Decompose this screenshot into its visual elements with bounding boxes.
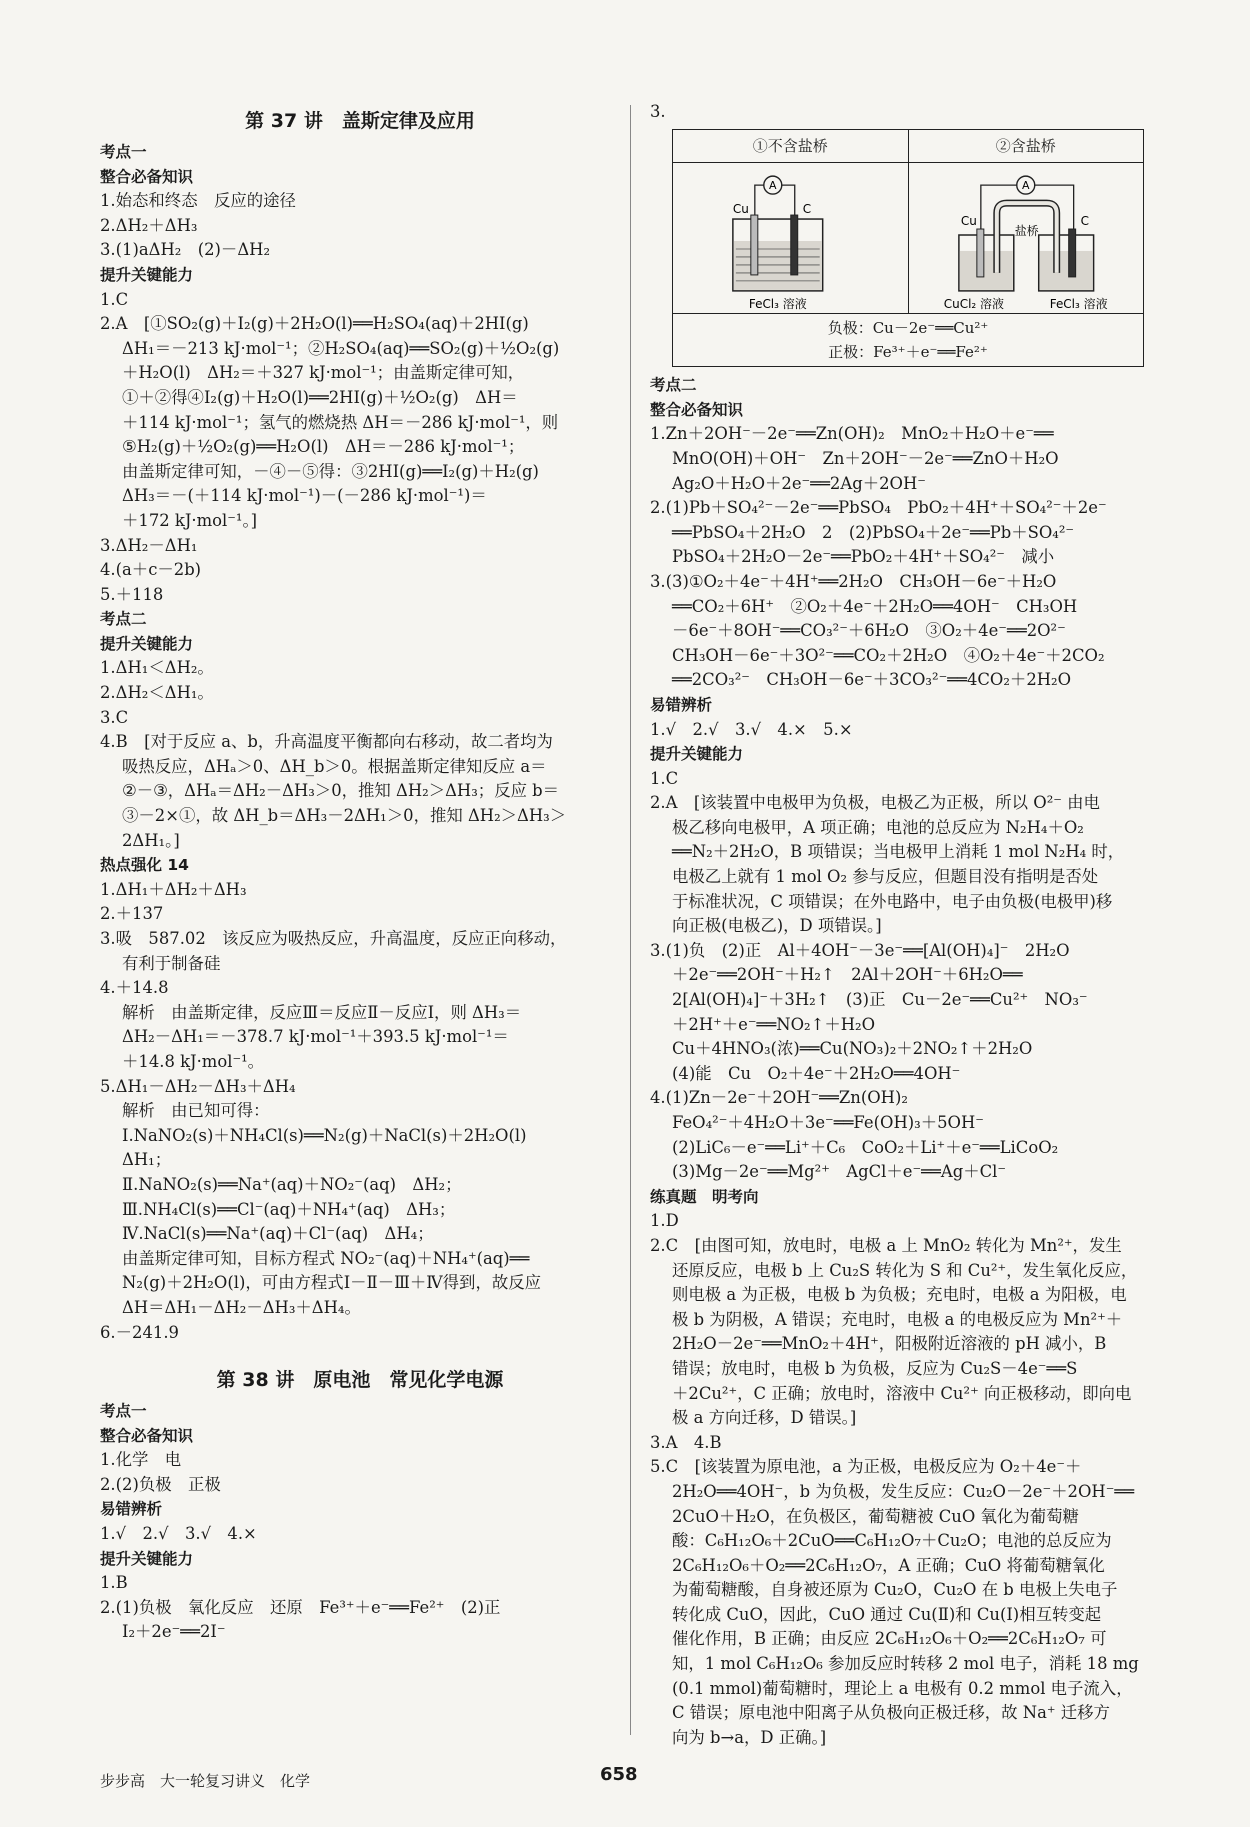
section-heading: 提升关键能力 <box>100 1549 194 1568</box>
answer-continuation: 由盖斯定律可知，－④－⑤得：③2HI(g)══I₂(g)＋H₂(g) <box>122 461 539 481</box>
ammeter-label-1: A <box>769 179 777 193</box>
figure-number: 3. <box>650 102 666 121</box>
answer-continuation: ②－③，ΔHₐ＝ΔH₂－ΔH₃＞0，推知 ΔH₂＞ΔH₃；反应 b＝ <box>122 781 560 801</box>
ammeter-label-2: A <box>1021 179 1030 193</box>
answer-continuation: ══CO₂＋6H⁺ ②O₂＋4e⁻＋2H₂O══4OH⁻ CH₃OH <box>672 596 1078 616</box>
answer-continuation: Ⅲ.NH₄Cl(s)══Cl⁻(aq)＋NH₄⁺(aq) ΔH₃； <box>122 1199 456 1219</box>
answer-line: 1.始态和终态 反应的途径 <box>100 191 296 211</box>
answer-line: 3.(1)aΔH₂ (2)－ΔH₂ <box>100 240 271 260</box>
answer-line: 1.Zn＋2OH⁻－2e⁻══Zn(OH)₂ MnO₂＋H₂O＋e⁻══ <box>650 424 1054 444</box>
answer-line: 2.A [①SO₂(g)＋I₂(g)＋2H₂O(l)══H₂SO₄(aq)＋2HI(g) <box>100 314 529 334</box>
answer-continuation: ΔH₁＝－213 kJ·mol⁻¹；②H₂SO₄(aq)══SO₂(g)＋½O₂(g) <box>122 338 560 358</box>
answer-continuation: 错误；放电时，电极 b 为负极，反应为 Cu₂S－4e⁻══S <box>672 1358 1078 1378</box>
positive-electrode-equation: 正极：Fe³⁺＋e⁻══Fe²⁺ <box>828 343 988 362</box>
answer-line: 2.＋137 <box>100 904 164 924</box>
answer-continuation: 2CuO＋H₂O，在负极区，葡萄糖被 CuO 氧化为葡萄糖 <box>672 1506 1079 1526</box>
answer-continuation: 2H₂O══4OH⁻，b 为负极，发生反应：Cu₂O－2e⁻＋2OH⁻══ <box>672 1481 1135 1501</box>
answer-continuation: Ⅱ.NaNO₂(s)══Na⁺(aq)＋NO₂⁻(aq) ΔH₂； <box>122 1174 462 1194</box>
answer-continuation: 则电极 a 为正极，电极 b 为负极；充电时，电极 a 为阳极，电 <box>672 1285 1127 1305</box>
page-number: 658 <box>600 1764 638 1785</box>
answer-continuation: ①＋②得④I₂(g)＋H₂O(l)══2HI(g)＋½O₂(g) ΔH＝ <box>122 387 518 407</box>
section-heading: 考点一 <box>100 143 147 161</box>
answer-continuation: CH₃OH－6e⁻＋3O²⁻══CO₂＋2H₂O ④O₂＋4e⁻＋2CO₂ <box>672 645 1105 665</box>
section-heading: 提升关键能力 <box>650 745 744 764</box>
answer-continuation: 2C₆H₁₂O₆＋O₂══2C₆H₁₂O₇，A 正确；CuO 将葡萄糖氧化 <box>672 1555 1105 1575</box>
answer-continuation: ══PbSO₄＋2H₂O 2 (2)PbSO₄＋2e⁻══Pb＋SO₄²⁻ <box>672 522 1075 542</box>
answer-continuation: ＋2Cu²⁺，C 正确；放电时，溶液中 Cu²⁺ 向正极移动，即向电 <box>672 1383 1132 1403</box>
answer-continuation: ＋2H⁺＋e⁻══NO₂↑＋H₂O <box>672 1014 876 1034</box>
answer-continuation: (0.1 mmol)葡萄糖时，理论上 a 电极有 0.2 mmol 电子流入， <box>672 1678 1133 1698</box>
answer-line: 2.(1)Pb＋SO₄²⁻－2e⁻══PbSO₄ PbO₂＋4H⁺＋SO₄²⁻＋2e⁻ <box>650 498 1107 518</box>
section-heading: 练真题 明考向 <box>650 1187 759 1206</box>
answer-line: 5.＋118 <box>100 584 164 604</box>
section-heading: 易错辨析 <box>650 695 713 714</box>
section-heading: 易错辨析 <box>100 1500 163 1519</box>
section-heading: 整合必备知识 <box>650 400 744 419</box>
left-column <box>100 100 620 1645</box>
solution-label-1: FeCl₃ 溶液 <box>748 297 807 312</box>
solution-label-2b: FeCl₃ 溶液 <box>1049 297 1108 312</box>
lecture-title: 第 38 讲 原电池 常见化学电源 <box>216 1369 504 1392</box>
answer-continuation: 转化成 CuO，因此，CuO 通过 Cu(Ⅱ)和 Cu(Ⅰ)相互转变起 <box>672 1604 1102 1624</box>
answer-continuation: MnO(OH)＋OH⁻ Zn＋2OH⁻－2e⁻══ZnO＋H₂O <box>672 448 1059 468</box>
section-heading: 考点一 <box>100 1402 147 1421</box>
answer-continuation: ΔH₃＝－(＋114 kJ·mol⁻¹)－(－286 kJ·mol⁻¹)＝ <box>122 486 487 506</box>
answer-continuation: 2ΔH₁。] <box>122 830 180 850</box>
answer-continuation: ＋172 kJ·mol⁻¹。] <box>122 510 258 530</box>
answer-line: 5.C [该装置为原电池，a 为正极，电极反应为 O₂＋4e⁻＋ <box>650 1457 1082 1477</box>
answer-line: 4.(1)Zn－2e⁻＋2OH⁻══Zn(OH)₂ <box>650 1088 908 1108</box>
answer-line: 1.化学 电 <box>100 1450 182 1470</box>
answer-line: 3.ΔH₂－ΔH₁ <box>100 535 198 555</box>
answer-continuation: ΔH＝ΔH₁－ΔH₂－ΔH₃＋ΔH₄。 <box>122 1297 361 1317</box>
answer-continuation: 催化作用，B 正确；由反应 2C₆H₁₂O₆＋O₂══2C₆H₁₂O₇ 可 <box>672 1629 1107 1649</box>
column-divider <box>630 105 631 1735</box>
answer-continuation: ⑤H₂(g)＋½O₂(g)══H₂O(l) ΔH＝－286 kJ·mol⁻¹； <box>122 437 525 457</box>
cell-without-salt-bridge-diagram <box>673 163 908 313</box>
negative-electrode-equation: 负极：Cu－2e⁻══Cu²⁺ <box>827 319 989 338</box>
answer-line: 1.ΔH₁＜ΔH₂。 <box>100 658 214 678</box>
answer-line: 4.＋14.8 <box>100 978 169 998</box>
spacer <box>100 1345 620 1359</box>
answer-line: 4.B [对于反应 a、b，升高温度平衡都向右移动，故二者均为 <box>100 732 553 752</box>
section-heading: 整合必备知识 <box>100 167 194 186</box>
answer-continuation: 极乙移向电极甲，A 项正确；电池的总反应为 N₂H₄＋O₂ <box>672 817 1084 837</box>
answer-continuation: (4)能 Cu O₂＋4e⁻＋2H₂O══4OH⁻ <box>672 1063 961 1083</box>
cu-label-2: Cu <box>960 214 977 229</box>
answer-continuation: Ⅳ.NaCl(s)══Na⁺(aq)＋Cl⁻(aq) ΔH₄； <box>122 1224 434 1244</box>
answer-continuation: 于标准状况，C 项错误；在外电路中，电子由负极(电极甲)移 <box>672 891 1113 911</box>
answer-line: 1.C <box>100 289 129 309</box>
answer-line: 6.－241.9 <box>100 1322 179 1342</box>
answer-continuation: Ⅰ.NaNO₂(s)＋NH₄Cl(s)══N₂(g)＋NaCl(s)＋2H₂O(l) <box>122 1125 527 1145</box>
galvanic-cell-figure <box>672 129 1144 368</box>
answer-continuation: 极 a 方向迁移，D 错误。] <box>672 1408 857 1428</box>
answer-continuation: ＋H₂O(l) ΔH₂＝＋327 kJ·mol⁻¹；由盖斯定律可知， <box>122 363 525 383</box>
answer-line: 1.ΔH₁＋ΔH₂＋ΔH₃ <box>100 879 247 899</box>
section-heading: 考点二 <box>100 610 147 629</box>
answer-continuation: 知，1 mol C₆H₁₂O₆ 参加反应时转移 2 mol 电子，消耗 18 mg <box>672 1654 1139 1674</box>
answer-line: 2.C [由图可知，放电时，电极 a 上 MnO₂ 转化为 Mn²⁺，发生 <box>650 1235 1122 1255</box>
figure-col1-title: ①不含盐桥 <box>752 136 828 155</box>
section-heading: 提升关键能力 <box>100 634 194 653</box>
answer-continuation: (3)Mg－2e⁻══Mg²⁺ AgCl＋e⁻══Ag＋Cl⁻ <box>672 1162 1007 1182</box>
answer-line: 1.C <box>650 768 679 788</box>
answer-continuation: 解析 由盖斯定律，反应Ⅲ＝反应Ⅱ－反应Ⅰ，则 ΔH₃＝ <box>122 1002 522 1022</box>
solution-label-2a: CuCl₂ 溶液 <box>943 297 1004 312</box>
section-heading: 提升关键能力 <box>100 265 194 284</box>
section-heading: 考点二 <box>650 376 697 395</box>
answer-continuation: 2[Al(OH)₄]⁻＋3H₂↑ (3)正 Cu－2e⁻══Cu²⁺ NO₃⁻ <box>672 990 1088 1010</box>
answer-continuation: FeO₄²⁻＋4H₂O＋3e⁻══Fe(OH)₃＋5OH⁻ <box>672 1113 984 1132</box>
answer-continuation: I₂＋2e⁻══2I⁻ <box>122 1622 226 1642</box>
answer-continuation: 2H₂O－2e⁻══MnO₂＋4H⁺，阳极附近溶液的 pH 减小，B <box>672 1334 1107 1354</box>
answer-continuation: 由盖斯定律可知，目标方程式 NO₂⁻(aq)＋NH₄⁺(aq)══ <box>122 1248 530 1268</box>
cu-label-1: Cu <box>732 202 749 217</box>
answer-continuation: 向正极(电极乙)，D 项错误。] <box>672 916 882 936</box>
answer-line: 3.(3)①O₂＋4e⁻＋4H⁺══2H₂O CH₃OH－6e⁻＋H₂O <box>650 571 1057 591</box>
right-column <box>650 100 1170 1750</box>
answer-continuation: PbSO₄＋2H₂O－2e⁻══PbO₂＋4H⁺＋SO₄²⁻ 减小 <box>672 547 1055 567</box>
right-column-text <box>650 373 1170 1750</box>
answer-line: 3.A 4.B <box>650 1432 722 1452</box>
answer-continuation: 吸热反应，ΔHₐ＞0、ΔH_b＞0。根据盖斯定律知反应 a＝ <box>122 756 547 776</box>
cell-with-salt-bridge-diagram <box>909 163 1144 313</box>
answer-continuation: (2)LiC₆－e⁻══Li⁺＋C₆ CoO₂＋Li⁺＋e⁻══LiCoO₂ <box>672 1137 1059 1157</box>
salt-bridge-label: 盐桥 <box>1014 224 1039 239</box>
answer-line: 4.(a＋c－2b) <box>100 560 202 580</box>
answer-continuation: Ag₂O＋H₂O＋2e⁻══2Ag＋2OH⁻ <box>672 473 926 493</box>
answer-continuation: Cu＋4HNO₃(浓)══Cu(NO₃)₂＋2NO₂↑＋2H₂O <box>672 1039 1033 1059</box>
answer-line: 2.(1)负极 氧化反应 还原 Fe³⁺＋e⁻══Fe²⁺ (2)正 <box>100 1597 501 1617</box>
answer-continuation: 为葡萄糖酸，自身被还原为 Cu₂O，Cu₂O 在 b 电极上失电子 <box>672 1580 1118 1600</box>
section-heading: 热点强化 14 <box>100 856 189 875</box>
answer-line: 1.B <box>100 1573 128 1593</box>
answer-continuation: N₂(g)＋2H₂O(l)，可由方程式Ⅰ－Ⅱ－Ⅲ＋Ⅳ得到，故反应 <box>122 1273 542 1293</box>
answer-continuation: ③－2×①，故 ΔH_b＝ΔH₃－2ΔH₁＞0，推知 ΔH₂＞ΔH₃＞ <box>122 806 567 826</box>
answer-continuation: ══N₂＋2H₂O，B 项错误；当电极甲上消耗 1 mol N₂H₄ 时， <box>672 842 1125 862</box>
answer-continuation: ＋2e⁻══2OH⁻＋H₂↑ 2Al＋2OH⁻＋6H₂O══ <box>672 965 1023 985</box>
lecture-title: 第 37 讲 盖斯定律及应用 <box>245 110 475 132</box>
answer-line: 3.C <box>100 707 129 727</box>
answer-line: 2.A [该装置中电极甲为负极，电极乙为正极，所以 O²⁻ 由电 <box>650 793 1100 813</box>
answer-line: 3.吸 587.02 该反应为吸热反应，升高温度，反应正向移动， <box>100 929 567 948</box>
answer-continuation: ══2CO₃²⁻ CH₃OH－6e⁻＋3CO₃²⁻══4CO₂＋2H₂O <box>672 670 1072 690</box>
answer-continuation: 有利于制备硅 <box>122 953 221 973</box>
answer-continuation: ＋114 kJ·mol⁻¹；氢气的燃烧热 ΔH＝－286 kJ·mol⁻¹，则 <box>122 412 559 432</box>
footer-series: 步步高 大一轮复习讲义 化学 <box>100 1772 311 1790</box>
answer-line: 2.ΔH₂＋ΔH₃ <box>100 215 198 235</box>
figure-col2-title: ②含盐桥 <box>908 130 1144 163</box>
answer-continuation: 电极乙上就有 1 mol O₂ 参与反应，但题目没有指明是否处 <box>672 867 1099 887</box>
answer-continuation: ＋14.8 kJ·mol⁻¹。 <box>122 1051 265 1071</box>
answer-continuation: －6e⁻＋8OH⁻══CO₃²⁻＋6H₂O ③O₂＋4e⁻══2O²⁻ <box>672 621 1066 641</box>
answer-continuation: 向为 b→a，D 正确。] <box>672 1727 827 1747</box>
answer-continuation: ΔH₁； <box>122 1150 172 1170</box>
answer-continuation: ΔH₂－ΔH₁＝－378.7 kJ·mol⁻¹＋393.5 kJ·mol⁻¹＝ <box>122 1027 509 1047</box>
c-label-1: C <box>802 202 812 217</box>
answer-line: 1.D <box>650 1211 679 1231</box>
answer-continuation: 酸：C₆H₁₂O₆＋2CuO══C₆H₁₂O₇＋Cu₂O；电池的总反应为 <box>672 1531 1112 1551</box>
answer-continuation: C 错误；原电池中阳离子从负极向正极迁移，故 Na⁺ 迁移方 <box>672 1703 1110 1723</box>
answer-continuation: 极 b 为阴极，A 错误；充电时，电极 a 的电极反应为 Mn²⁺＋ <box>672 1309 1123 1329</box>
answer-continuation: 解析 由已知可得： <box>122 1101 270 1121</box>
c-label-2: C <box>1080 214 1089 229</box>
answer-line: 1.√ 2.√ 3.√ 4.× 5.× <box>650 719 853 739</box>
answer-line: 2.(2)负极 正极 <box>100 1474 221 1494</box>
answer-line: 1.√ 2.√ 3.√ 4.× <box>100 1524 257 1544</box>
answer-line: 3.(1)负 (2)正 Al＋4OH⁻－3e⁻══[Al(OH)₄]⁻ 2H₂O <box>650 940 1070 960</box>
answer-line: 2.ΔH₂＜ΔH₁。 <box>100 683 214 703</box>
section-heading: 整合必备知识 <box>100 1426 194 1445</box>
answer-continuation: 还原反应，电极 b 上 Cu₂S 转化为 S 和 Cu²⁺，发生氧化反应， <box>672 1260 1138 1280</box>
answer-line: 5.ΔH₁－ΔH₂－ΔH₃＋ΔH₄ <box>100 1076 296 1096</box>
